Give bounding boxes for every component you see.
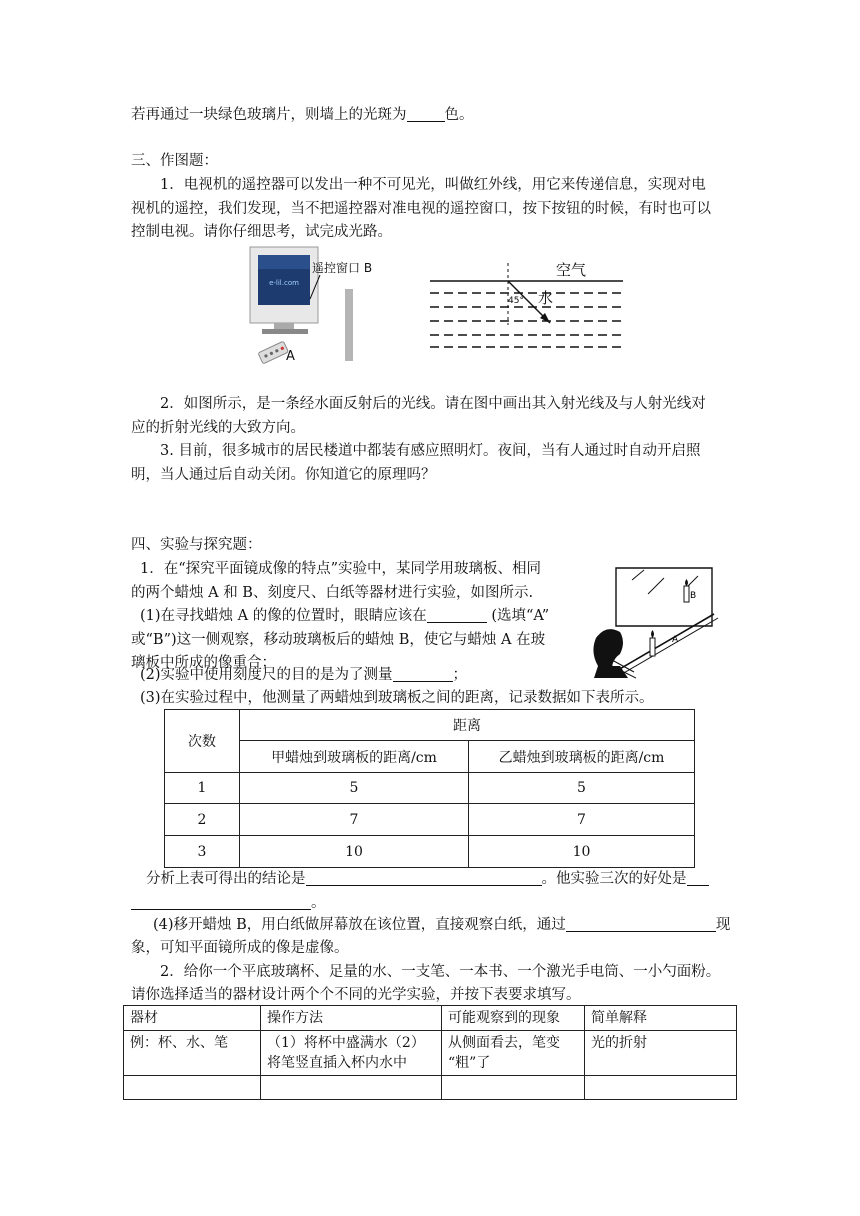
question-text: ； — [452, 667, 468, 683]
cell-empty[interactable] — [261, 1076, 442, 1100]
header-method: 操作方法 — [261, 1006, 442, 1031]
cell-empty[interactable] — [124, 1076, 261, 1100]
table-row — [124, 1031, 737, 1076]
section-3-title: 三、作图题： — [131, 153, 218, 169]
mirror-experiment-figure — [588, 560, 728, 680]
observer-head — [593, 629, 623, 666]
question-text: 分析上表可得出的结论是 — [146, 871, 306, 887]
tv-stand — [274, 323, 294, 329]
exp1-line-4: 或“B”)这一侧观察，移动玻璃板后的蜡烛 B，使它与蜡烛 A 在玻 — [131, 632, 546, 648]
cell-empty[interactable] — [585, 1076, 737, 1100]
table-row — [165, 804, 695, 836]
q3-line-2: 明，当人通过后自动关闭。你知道它的原理吗？ — [131, 467, 436, 483]
analysis-line — [146, 868, 709, 890]
exp1-line-1: 1．在“探究平面镜成像的特点”实验中，某同学用玻璃板、相同 — [140, 561, 542, 577]
cell-count: 1 — [165, 773, 240, 804]
answer-blank[interactable] — [393, 665, 453, 682]
answer-blank[interactable] — [306, 869, 542, 886]
remote-window-label: 遥控窗口 B — [312, 261, 373, 275]
answer-blank[interactable] — [687, 869, 709, 886]
method-line: （1）将杯中盛满水（2） — [267, 1035, 425, 1051]
exp1-q4-line-2: 象，可知平面镜所成的像是虚像。 — [131, 940, 349, 956]
cell-explanation: 光的折射 — [585, 1031, 737, 1076]
candle-a — [650, 638, 655, 656]
question-text: (1)在寻找蜡烛 A 的像的位置时，眼睛应该在 — [140, 608, 427, 624]
question-text: 色。 — [444, 107, 474, 123]
ruler — [618, 614, 714, 670]
wall-obstacle — [345, 289, 353, 361]
question-text: 。 — [311, 895, 326, 911]
cell-distance-b: 10 — [469, 836, 695, 868]
top-question-line — [131, 104, 474, 126]
cell-distance-a: 10 — [240, 836, 469, 868]
cell-distance-a: 5 — [240, 773, 469, 804]
fig-label-a: A — [672, 635, 679, 645]
exp1-line-6 — [140, 664, 467, 686]
question-text: 。他实验三次的好处是 — [541, 871, 687, 887]
cell-empty[interactable] — [442, 1076, 585, 1100]
air-label: 空气 — [556, 261, 587, 279]
distance-table — [164, 709, 695, 868]
fig-label-b: B — [690, 591, 697, 601]
phenomenon-line: “粗”了 — [448, 1055, 491, 1071]
q2-line-2: 应的折射光线的大致方向。 — [131, 420, 305, 436]
header-phenomenon: 可能观察到的现象 — [442, 1006, 585, 1031]
water-reflection-figure — [428, 255, 628, 355]
answer-blank[interactable] — [131, 893, 311, 910]
q1-line-2: 视机的遥控，我们发现，当不把遥控器对准电视的遥控窗口，按下按钮的时候，有时也可以 — [131, 201, 711, 217]
analysis-line-2 — [131, 892, 326, 914]
header-explanation: 简单解释 — [585, 1006, 737, 1031]
exp1-line-2: 的两个蜡烛 A 和 B、刻度尺、白纸等器材进行实验，如图所示. — [131, 585, 534, 601]
exp1-q4-line-1 — [153, 914, 730, 936]
question-text: (2)实验中使用刻度尺的目的是为了测量 — [140, 667, 393, 683]
experiment-design-table — [123, 1005, 737, 1100]
tv-base — [262, 329, 308, 334]
remote-label-a: A — [286, 349, 295, 364]
exp2-line-2: 请你选择适当的器材设计两个个不同的光学实验，并按下表要求填写。 — [131, 987, 581, 1003]
table-row — [124, 1076, 737, 1100]
q2-line-1: 2．如图所示，是一条经水面反射后的光线。请在图中画出其入射光线及与人射光线对 — [160, 396, 706, 412]
cell-distance-b: 7 — [469, 804, 695, 836]
cell-distance-b: 5 — [469, 773, 695, 804]
answer-blank[interactable] — [407, 105, 445, 122]
table-row — [165, 773, 695, 804]
cell-equipment: 例：杯、水、笔 — [124, 1031, 261, 1076]
cell-phenomenon — [442, 1031, 585, 1076]
answer-blank[interactable] — [566, 915, 716, 932]
table-row — [165, 836, 695, 868]
exp1-line-7: (3)在实验过程中，他测量了两蜡烛到玻璃板之间的距离，记录数据如下表所示。 — [140, 690, 654, 706]
question-text: (选填“A” — [486, 608, 550, 624]
header-equipment: 器材 — [124, 1006, 261, 1031]
cell-method — [261, 1031, 442, 1076]
angle-label: 45° — [508, 296, 524, 306]
q3-line-1: 3. 目前，很多城市的居民楼道中都装有感应照明灯。夜间，当有人通过时自动开启照 — [160, 443, 701, 459]
q1-line-3: 控制电视。请你仔细思考，试完成光路。 — [131, 224, 392, 240]
exp1-line-5: 璃板中所成的像重合； — [131, 655, 276, 671]
answer-blank[interactable] — [427, 606, 487, 623]
water-label: 水 — [538, 289, 554, 307]
header-candle-a-distance: 甲蜡烛到玻璃板的距离/cm — [240, 741, 469, 773]
tv-screen-text: e-lil.com — [269, 279, 299, 287]
header-count: 次数 — [165, 710, 240, 773]
section-4-title: 四、实验与探究题： — [131, 537, 262, 553]
candle-b — [684, 586, 689, 602]
header-distance: 距离 — [240, 710, 695, 741]
header-candle-b-distance: 乙蜡烛到玻璃板的距离/cm — [469, 741, 695, 773]
question-text: (4)移开蜡烛 B，用白纸做屏幕放在该位置，直接观察白纸，通过 — [153, 917, 566, 933]
exp1-line-3 — [140, 605, 549, 627]
phenomenon-line: 从侧面看去，笔变 — [448, 1035, 560, 1051]
method-line: 将笔竖直插入杯内水中 — [267, 1055, 407, 1071]
question-text: 若再通过一块绿色玻璃片，则墙上的光斑为 — [131, 107, 407, 123]
cell-distance-a: 7 — [240, 804, 469, 836]
question-text: 现 — [715, 917, 731, 933]
remote-control-icon — [258, 341, 288, 364]
cell-count: 3 — [165, 836, 240, 868]
exp2-line-1: 2．给你一个平底玻璃杯、足量的水、一支笔、一本书、一个激光手电筒、一小勺面粉。 — [160, 964, 721, 980]
q1-line-1: 1．电视机的遥控器可以发出一种不可见光，叫做红外线，用它来传递信息，实现对电 — [160, 177, 706, 193]
cell-count: 2 — [165, 804, 240, 836]
